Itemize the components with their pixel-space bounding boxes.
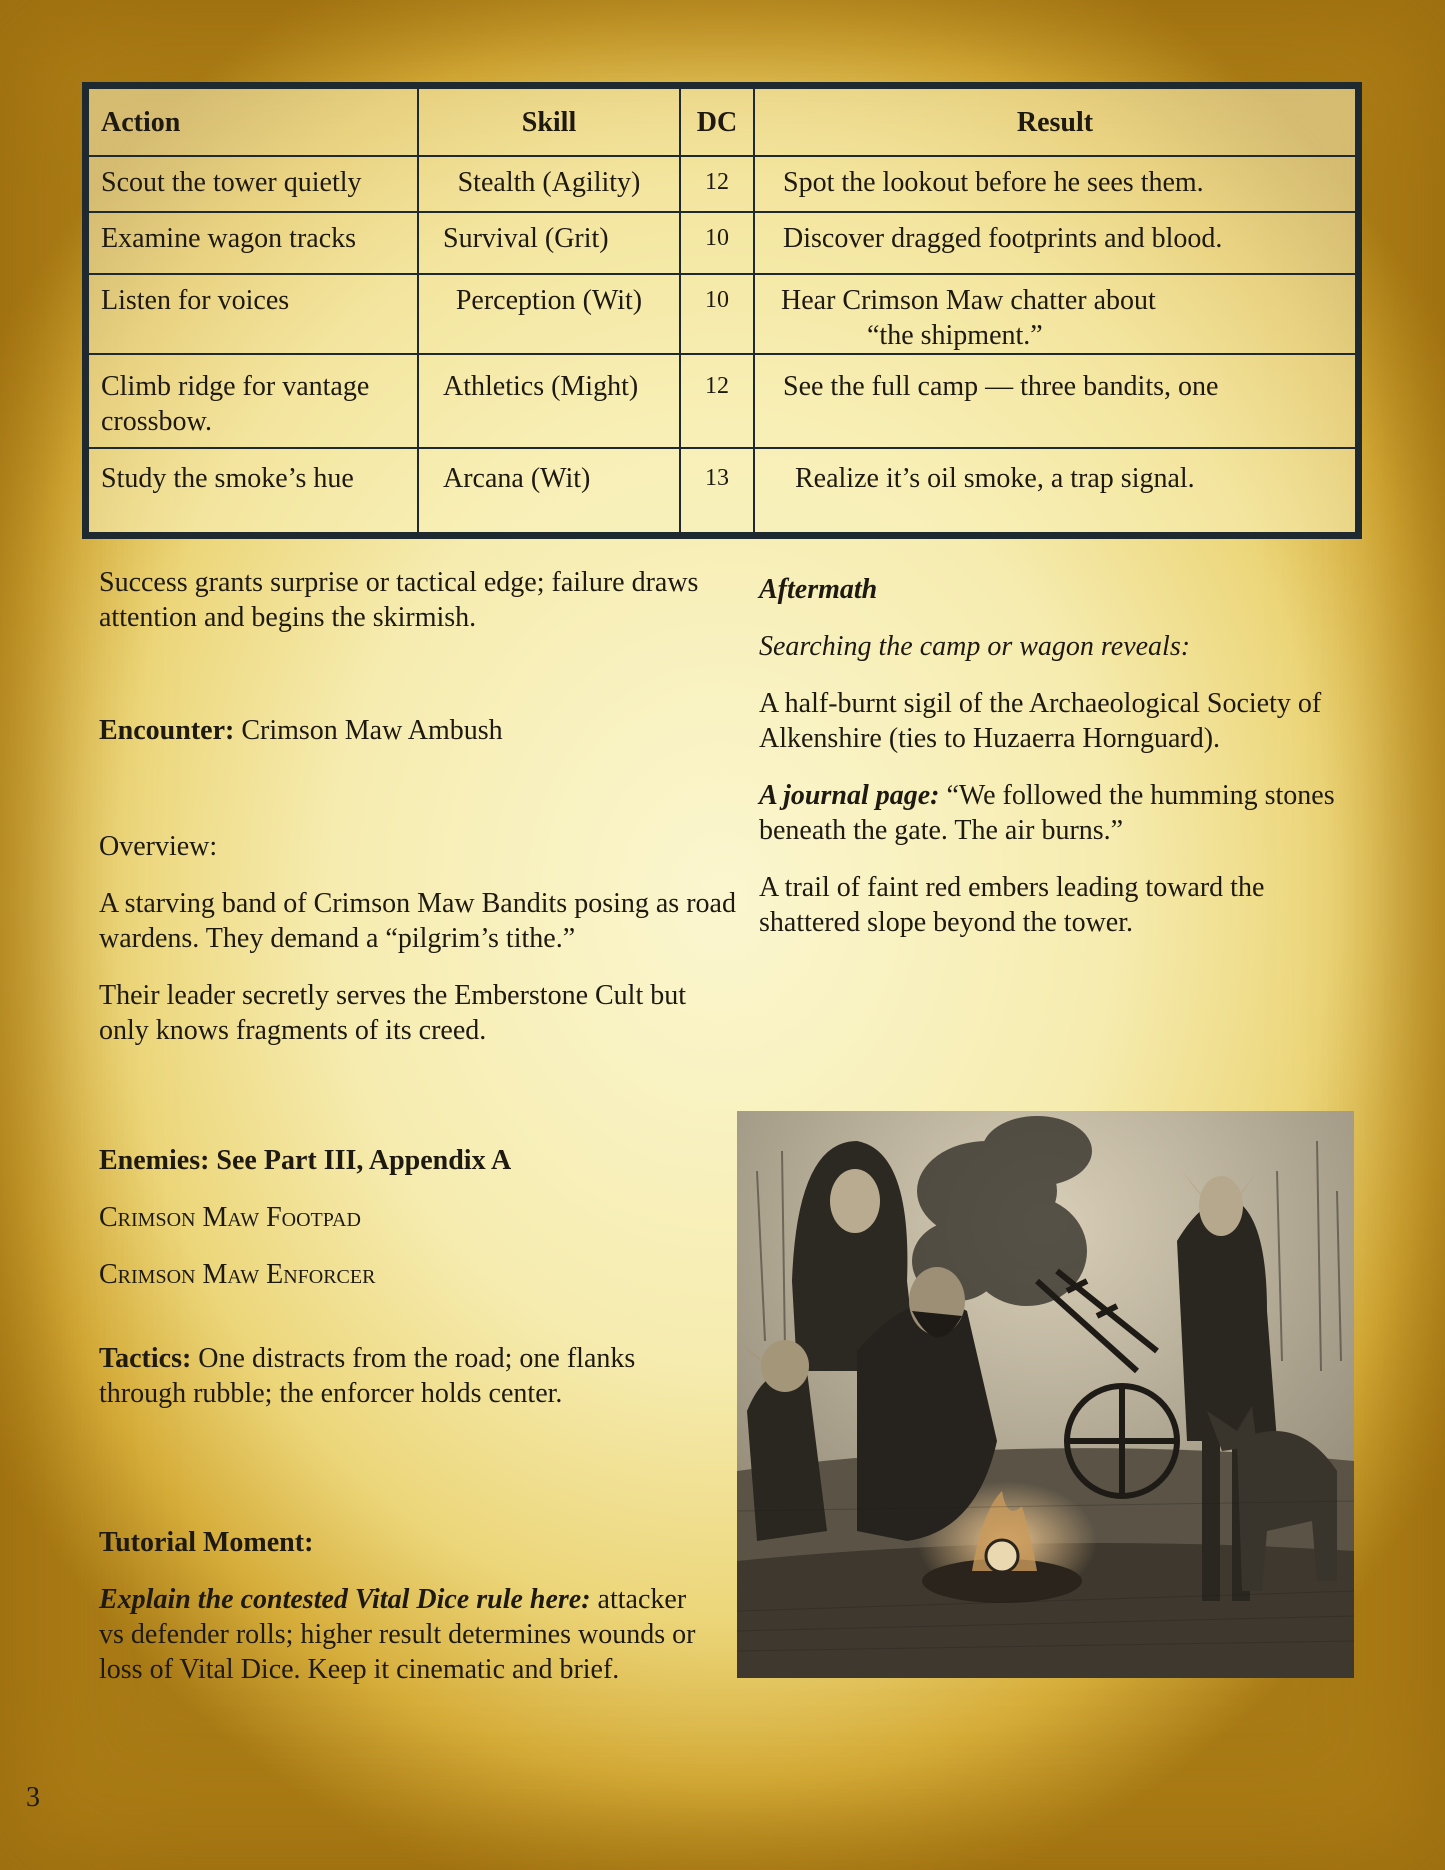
encounter-line	[99, 713, 739, 748]
cell-action: Listen for voices	[88, 274, 418, 354]
tutorial-section	[99, 1525, 699, 1687]
cell-result: Discover dragged footprints and blood.	[754, 212, 1356, 274]
overview-paragraph: Their leader secretly serves the Emberstone Cult but only knows fragments of its creed.	[99, 980, 687, 1046]
cell-dc: 12	[680, 156, 754, 212]
header-action: Action	[88, 88, 418, 156]
aftermath-item: A trail of faint red embers leading toward the shattered slope beyond the tower.	[759, 872, 1265, 938]
header-skill: Skill	[418, 88, 680, 156]
table-header-row	[88, 88, 1356, 156]
cell-skill: Stealth (Agility)	[418, 156, 680, 212]
tutorial-heading: Tutorial Moment:	[99, 1527, 314, 1558]
cell-action: Examine wagon tracks	[88, 212, 418, 274]
skill-check-table	[82, 82, 1362, 539]
page-number: 3	[26, 1782, 40, 1813]
cell-result-line: Hear Crimson Maw chatter about	[781, 285, 1156, 316]
cell-result-line: “the shipment.”	[867, 320, 1043, 351]
journal-quote: “We followed the humming stones beneath the gate. The air burns.”	[759, 780, 1335, 846]
table-row	[88, 274, 1356, 354]
cell-skill: Athletics (Might)	[418, 354, 680, 448]
cell-dc: 10	[680, 212, 754, 274]
table-row	[88, 354, 1356, 448]
cell-dc: 10	[680, 274, 754, 354]
header-result: Result	[754, 88, 1356, 156]
cell-skill: Perception (Wit)	[418, 274, 680, 354]
aftermath-section	[759, 572, 1359, 940]
cell-result: Spot the lookout before he sees them.	[754, 156, 1356, 212]
cell-result: Realize it’s oil smoke, a trap signal.	[754, 448, 1356, 533]
cell-dc: 13	[680, 448, 754, 533]
tutorial-text: attacker vs defender rolls; higher result determines wounds or loss of Vital Dice. Keep it cinematic and brief.	[99, 1584, 696, 1685]
enemies-section	[99, 1143, 739, 1292]
cell-action: Scout the tower quietly	[88, 156, 418, 212]
cell-dc: 12	[680, 354, 754, 448]
encounter-label: Encounter:	[99, 715, 235, 746]
tactics-text: One distracts from the road; one flanks through rubble; the enforcer holds center.	[99, 1343, 636, 1409]
table-row	[88, 156, 1356, 212]
table-row	[88, 448, 1356, 533]
journal-label: A journal page:	[759, 780, 940, 811]
tactics-paragraph	[99, 1341, 699, 1411]
enemy-item: Crimson Maw Footpad	[99, 1202, 361, 1233]
header-dc: DC	[680, 88, 754, 156]
cell-result: See the full camp — three bandits, one	[754, 354, 1356, 448]
intro-paragraph	[99, 565, 739, 635]
enemy-item: Crimson Maw Enforcer	[99, 1259, 376, 1290]
overview-section	[99, 829, 739, 1048]
cell-action: Climb ridge for vantage crossbow.	[88, 354, 418, 448]
cell-action: Study the smoke’s hue	[88, 448, 418, 533]
encounter-title: Crimson Maw Ambush	[234, 715, 503, 746]
campfire-illustration	[737, 1111, 1354, 1678]
intro-text: Success grants surprise or tactical edge; failure draws attention and begins the skirmish.	[99, 567, 699, 633]
overview-label: Overview:	[99, 831, 218, 862]
tutorial-label: Explain the contested Vital Dice rule here:	[99, 1584, 591, 1615]
aftermath-subheading: Searching the camp or wagon reveals:	[759, 631, 1191, 662]
enemies-heading: Enemies: See Part III, Appendix A	[99, 1145, 512, 1176]
table-row	[88, 212, 1356, 274]
cell-skill: Arcana (Wit)	[418, 448, 680, 533]
tactics-label: Tactics:	[99, 1343, 192, 1374]
aftermath-heading: Aftermath	[759, 574, 878, 605]
cell-skill: Survival (Grit)	[418, 212, 680, 274]
cell-result	[754, 274, 1356, 354]
aftermath-item: A half-burnt sigil of the Archaeological Society of Alkenshire (ties to Huzaerra Hornguard).	[759, 688, 1322, 754]
overview-paragraph: A starving band of Crimson Maw Bandits posing as road wardens. They demand a “pilgrim’s tithe.”	[99, 888, 736, 954]
